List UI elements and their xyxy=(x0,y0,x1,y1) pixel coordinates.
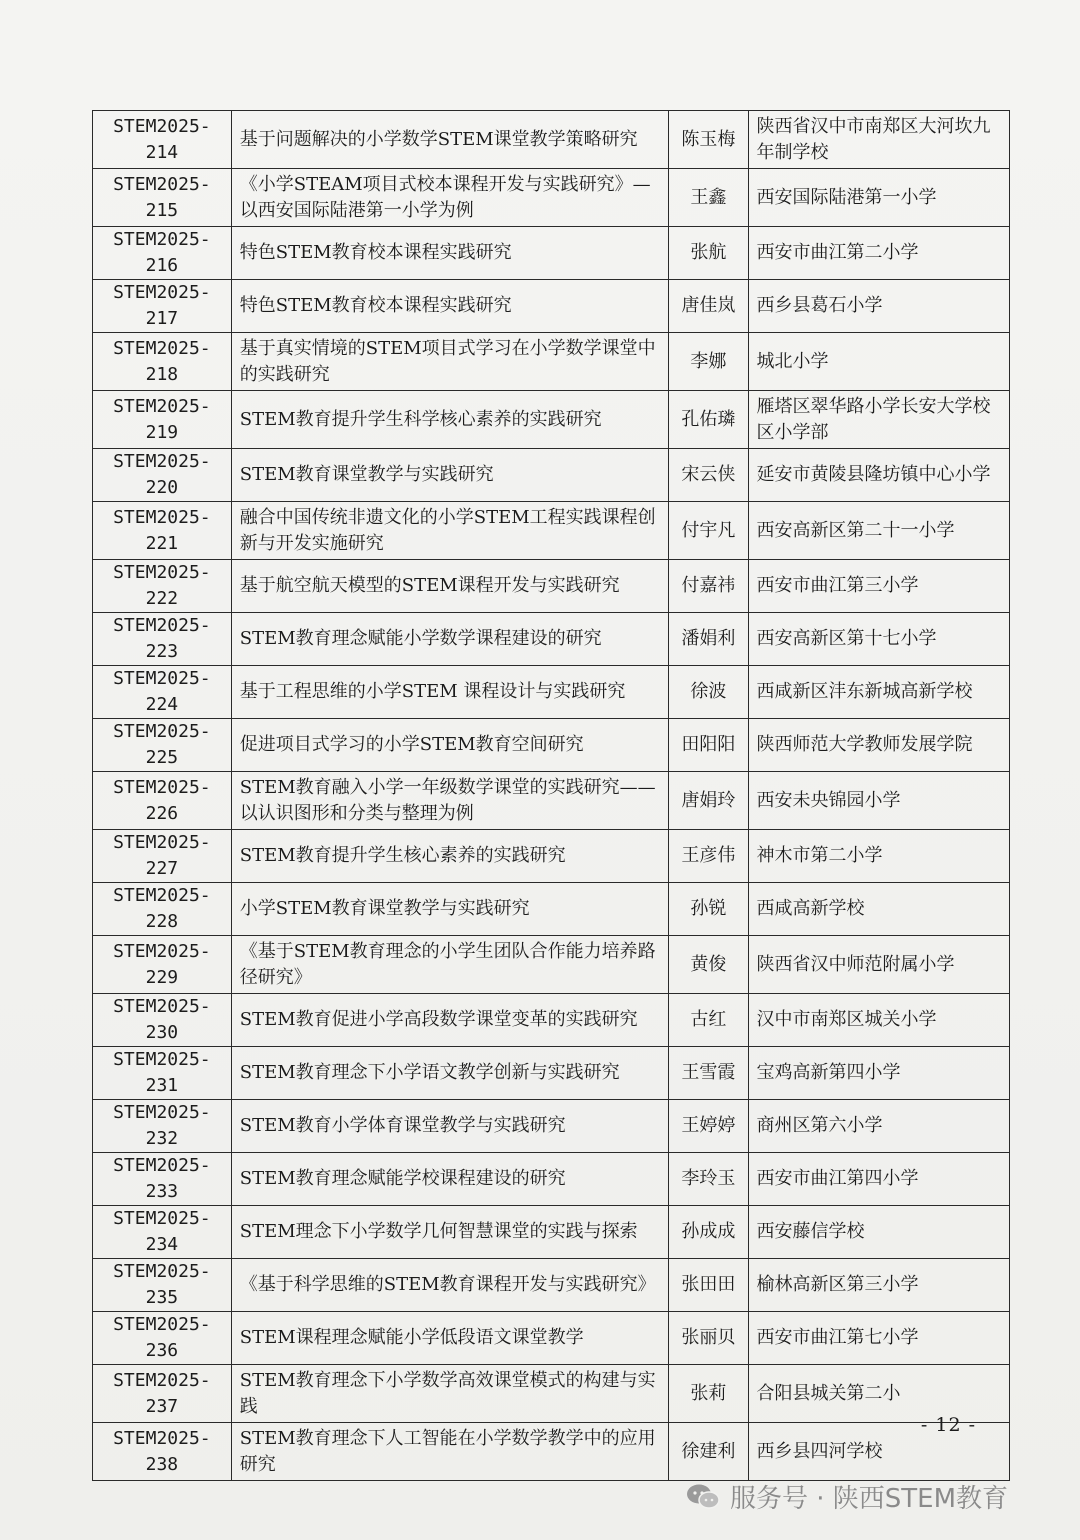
school-name-cell: 西安市曲江第四小学 xyxy=(748,1153,1009,1206)
table-row xyxy=(93,111,1010,169)
school-name-cell: 西安未央锦园小学 xyxy=(748,772,1009,830)
school-name-cell: 合阳县城关第二小 xyxy=(748,1365,1009,1423)
project-code-cell: STEM2025-231 xyxy=(93,1047,232,1100)
project-title-cell: 《基于科学思维的STEM教育课程开发与实践研究》 xyxy=(231,1259,668,1312)
project-code-cell: STEM2025-233 xyxy=(93,1153,232,1206)
table-row xyxy=(93,391,1010,449)
project-code-cell: STEM2025-227 xyxy=(93,830,232,883)
project-title-cell: 基于航空航天模型的STEM课程开发与实践研究 xyxy=(231,560,668,613)
project-code-cell: STEM2025-228 xyxy=(93,883,232,936)
table-row xyxy=(93,1365,1010,1423)
project-title-cell: STEM教育融入小学一年级数学课堂的实践研究——以认识图形和分类与整理为例 xyxy=(231,772,668,830)
school-name-cell: 西安市曲江第二小学 xyxy=(748,227,1009,280)
table-row xyxy=(93,666,1010,719)
applicant-name-cell: 宋云侠 xyxy=(669,449,748,502)
project-code-cell: STEM2025-237 xyxy=(93,1365,232,1423)
school-name-cell: 西乡县葛石小学 xyxy=(748,280,1009,333)
project-title-cell: 特色STEM教育校本课程实践研究 xyxy=(231,280,668,333)
applicant-name-cell: 王婷婷 xyxy=(669,1100,748,1153)
applicant-name-cell: 徐波 xyxy=(669,666,748,719)
project-code-cell: STEM2025-222 xyxy=(93,560,232,613)
applicant-name-cell: 潘娟利 xyxy=(669,613,748,666)
project-code-cell: STEM2025-215 xyxy=(93,169,232,227)
project-title-cell: 特色STEM教育校本课程实践研究 xyxy=(231,227,668,280)
school-name-cell: 西安藤信学校 xyxy=(748,1206,1009,1259)
project-title-cell: 基于真实情境的STEM项目式学习在小学数学课堂中的实践研究 xyxy=(231,333,668,391)
applicant-name-cell: 孔佑璘 xyxy=(669,391,748,449)
project-title-cell: STEM教育促进小学高段数学课堂变革的实践研究 xyxy=(231,994,668,1047)
project-title-cell: STEM教育理念下小学数学高效课堂模式的构建与实践 xyxy=(231,1365,668,1423)
school-name-cell: 西乡县四河学校 xyxy=(748,1423,1009,1481)
applicant-name-cell: 王鑫 xyxy=(669,169,748,227)
table-row xyxy=(93,169,1010,227)
applicant-name-cell: 孙成成 xyxy=(669,1206,748,1259)
table-row xyxy=(93,883,1010,936)
school-name-cell: 汉中市南郑区城关小学 xyxy=(748,994,1009,1047)
project-code-cell: STEM2025-221 xyxy=(93,502,232,560)
applicant-name-cell: 王彦伟 xyxy=(669,830,748,883)
project-title-cell: 《基于STEM教育理念的小学生团队合作能力培养路径研究》 xyxy=(231,936,668,994)
applicant-name-cell: 徐建利 xyxy=(669,1423,748,1481)
project-title-cell: STEM教育提升学生科学核心素养的实践研究 xyxy=(231,391,668,449)
table-row xyxy=(93,280,1010,333)
school-name-cell: 宝鸡高新第四小学 xyxy=(748,1047,1009,1100)
project-code-cell: STEM2025-238 xyxy=(93,1423,232,1481)
school-name-cell: 陕西省汉中市南郑区大河坎九年制学校 xyxy=(748,111,1009,169)
project-title-cell: 基于问题解决的小学数学STEM课堂教学策略研究 xyxy=(231,111,668,169)
table-row xyxy=(93,936,1010,994)
project-table xyxy=(92,110,1010,1481)
school-name-cell: 雁塔区翠华路小学长安大学校区小学部 xyxy=(748,391,1009,449)
project-title-cell: 融合中国传统非遗文化的小学STEM工程实践课程创新与开发实施研究 xyxy=(231,502,668,560)
applicant-name-cell: 张丽贝 xyxy=(669,1312,748,1365)
project-code-cell: STEM2025-217 xyxy=(93,280,232,333)
table-row xyxy=(93,1206,1010,1259)
table-row xyxy=(93,333,1010,391)
project-code-cell: STEM2025-230 xyxy=(93,994,232,1047)
applicant-name-cell: 唐佳岚 xyxy=(669,280,748,333)
applicant-name-cell: 张航 xyxy=(669,227,748,280)
table-row xyxy=(93,613,1010,666)
table-row xyxy=(93,560,1010,613)
chat-bubble-icon xyxy=(686,1483,720,1511)
applicant-name-cell: 李娜 xyxy=(669,333,748,391)
table-row xyxy=(93,1047,1010,1100)
project-code-cell: STEM2025-216 xyxy=(93,227,232,280)
table-row xyxy=(93,830,1010,883)
table-row xyxy=(93,1259,1010,1312)
applicant-name-cell: 孙锐 xyxy=(669,883,748,936)
school-name-cell: 榆林高新区第三小学 xyxy=(748,1259,1009,1312)
project-title-cell: STEM教育理念赋能学校课程建设的研究 xyxy=(231,1153,668,1206)
project-code-cell: STEM2025-219 xyxy=(93,391,232,449)
school-name-cell: 商州区第六小学 xyxy=(748,1100,1009,1153)
project-title-cell: 促进项目式学习的小学STEM教育空间研究 xyxy=(231,719,668,772)
project-code-cell: STEM2025-223 xyxy=(93,613,232,666)
project-title-cell: 《小学STEAM项目式校本课程开发与实践研究》—以西安国际陆港第一小学为例 xyxy=(231,169,668,227)
table-row xyxy=(93,1312,1010,1365)
project-title-cell: 小学STEM教育课堂教学与实践研究 xyxy=(231,883,668,936)
project-title-cell: STEM教育小学体育课堂教学与实践研究 xyxy=(231,1100,668,1153)
project-code-cell: STEM2025-218 xyxy=(93,333,232,391)
project-code-cell: STEM2025-214 xyxy=(93,111,232,169)
applicant-name-cell: 田阳阳 xyxy=(669,719,748,772)
school-name-cell: 西安市曲江第七小学 xyxy=(748,1312,1009,1365)
school-name-cell: 西咸高新学校 xyxy=(748,883,1009,936)
project-code-cell: STEM2025-220 xyxy=(93,449,232,502)
table-row xyxy=(93,502,1010,560)
project-code-cell: STEM2025-224 xyxy=(93,666,232,719)
project-title-cell: STEM教育理念下小学语文教学创新与实践研究 xyxy=(231,1047,668,1100)
school-name-cell: 陕西省汉中师范附属小学 xyxy=(748,936,1009,994)
project-code-cell: STEM2025-232 xyxy=(93,1100,232,1153)
applicant-name-cell: 唐娟玲 xyxy=(669,772,748,830)
applicant-name-cell: 陈玉梅 xyxy=(669,111,748,169)
applicant-name-cell: 黄俊 xyxy=(669,936,748,994)
applicant-name-cell: 古红 xyxy=(669,994,748,1047)
project-title-cell: 基于工程思维的小学STEM 课程设计与实践研究 xyxy=(231,666,668,719)
school-name-cell: 西安国际陆港第一小学 xyxy=(748,169,1009,227)
school-name-cell: 西安高新区第十七小学 xyxy=(748,613,1009,666)
school-name-cell: 西安高新区第二十一小学 xyxy=(748,502,1009,560)
page-number: - 12 - xyxy=(920,1414,976,1436)
project-title-cell: STEM教育提升学生核心素养的实践研究 xyxy=(231,830,668,883)
project-code-cell: STEM2025-236 xyxy=(93,1312,232,1365)
project-title-cell: STEM课程理念赋能小学低段语文课堂教学 xyxy=(231,1312,668,1365)
applicant-name-cell: 张莉 xyxy=(669,1365,748,1423)
table-row xyxy=(93,772,1010,830)
school-name-cell: 西咸新区沣东新城高新学校 xyxy=(748,666,1009,719)
watermark-text: 服务号 · 陕西STEM教育 xyxy=(730,1484,1009,1514)
applicant-name-cell: 王雪霞 xyxy=(669,1047,748,1100)
project-title-cell: STEM教育课堂教学与实践研究 xyxy=(231,449,668,502)
project-title-cell: STEM教育理念下人工智能在小学数学教学中的应用研究 xyxy=(231,1423,668,1481)
school-name-cell: 西安市曲江第三小学 xyxy=(748,560,1009,613)
table-row xyxy=(93,719,1010,772)
project-code-cell: STEM2025-226 xyxy=(93,772,232,830)
table-row xyxy=(93,994,1010,1047)
project-table-body xyxy=(93,111,1010,1481)
school-name-cell: 延安市黄陵县隆坊镇中心小学 xyxy=(748,449,1009,502)
project-title-cell: STEM理念下小学数学几何智慧课堂的实践与探索 xyxy=(231,1206,668,1259)
project-code-cell: STEM2025-235 xyxy=(93,1259,232,1312)
applicant-name-cell: 付宇凡 xyxy=(669,502,748,560)
applicant-name-cell: 付嘉祎 xyxy=(669,560,748,613)
school-name-cell: 城北小学 xyxy=(748,333,1009,391)
table-row xyxy=(93,1153,1010,1206)
table-row xyxy=(93,449,1010,502)
project-code-cell: STEM2025-225 xyxy=(93,719,232,772)
school-name-cell: 神木市第二小学 xyxy=(748,830,1009,883)
applicant-name-cell: 张田田 xyxy=(669,1259,748,1312)
table-row xyxy=(93,227,1010,280)
project-code-cell: STEM2025-229 xyxy=(93,936,232,994)
table-row xyxy=(93,1100,1010,1153)
account-watermark xyxy=(686,1478,1008,1515)
table-row xyxy=(93,1423,1010,1481)
school-name-cell: 陕西师范大学教师发展学院 xyxy=(748,719,1009,772)
applicant-name-cell: 李玲玉 xyxy=(669,1153,748,1206)
project-title-cell: STEM教育理念赋能小学数学课程建设的研究 xyxy=(231,613,668,666)
project-code-cell: STEM2025-234 xyxy=(93,1206,232,1259)
